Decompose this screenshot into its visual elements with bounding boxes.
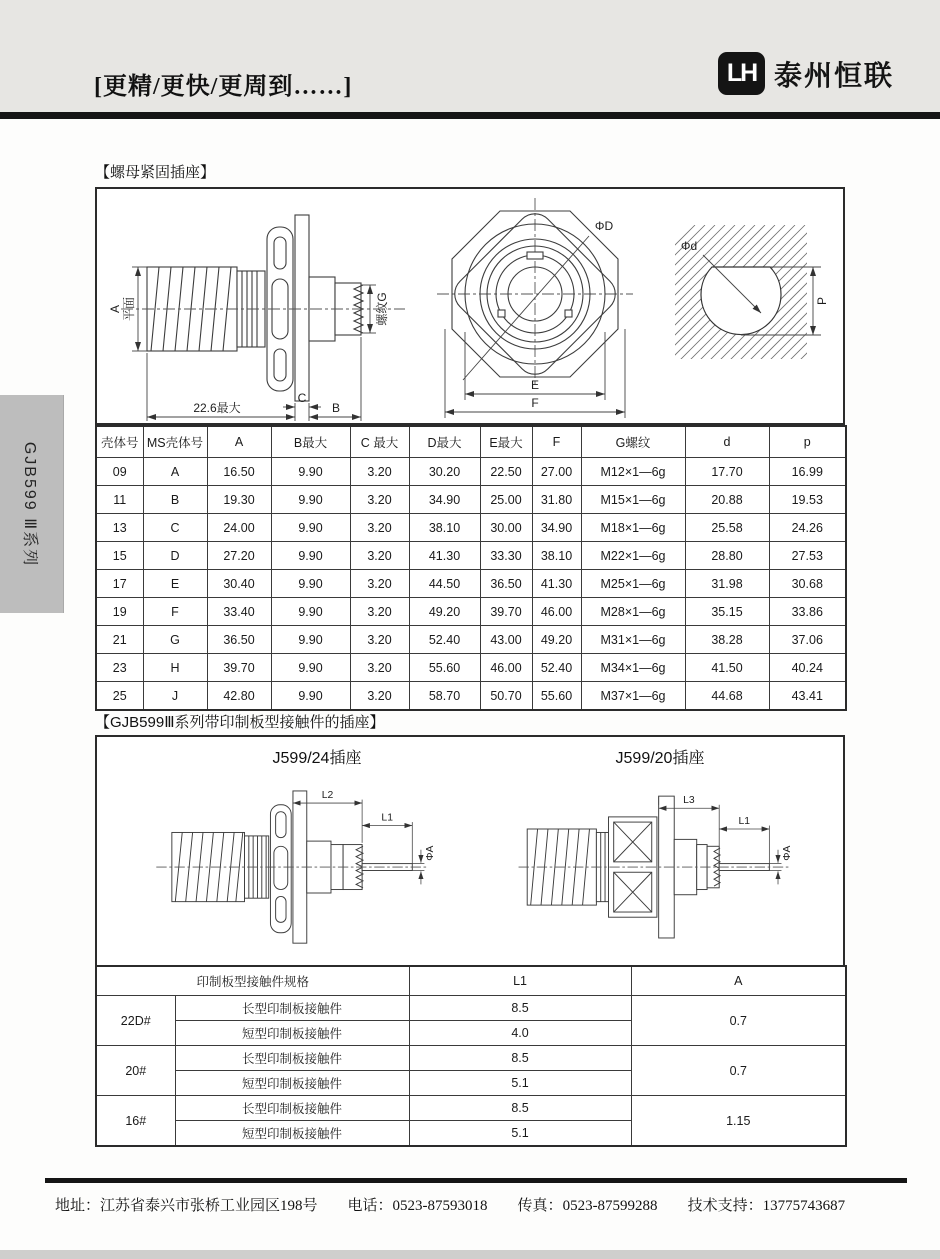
column-header: d bbox=[685, 426, 769, 458]
table-cell: 9.90 bbox=[271, 458, 350, 486]
table-row bbox=[96, 654, 846, 682]
table-cell: 31.80 bbox=[532, 486, 581, 514]
nut-fastened-socket-side-view bbox=[105, 191, 415, 423]
table-row bbox=[96, 996, 846, 1021]
table-cell: 20.88 bbox=[685, 486, 769, 514]
sidebar-tab-gjb599[interactable] bbox=[0, 395, 64, 613]
table-cell: 42.80 bbox=[207, 682, 271, 711]
column-header: A bbox=[207, 426, 271, 458]
table-cell: M12×1—6g bbox=[581, 458, 685, 486]
section1-title: 【螺母紧固插座】 bbox=[95, 164, 216, 181]
table-row bbox=[96, 542, 846, 570]
column-header: p bbox=[769, 426, 846, 458]
table-cell: M34×1—6g bbox=[581, 654, 685, 682]
header bbox=[0, 0, 940, 112]
company-logo-icon bbox=[718, 52, 765, 95]
table-cell: 11 bbox=[96, 486, 143, 514]
j599-20-socket-drawing bbox=[489, 765, 824, 957]
table-cell: 9.90 bbox=[271, 542, 350, 570]
dim-label-l2: L2 bbox=[321, 789, 334, 801]
table-cell: 33.30 bbox=[480, 542, 532, 570]
table-cell: 3.20 bbox=[350, 682, 409, 711]
table-row bbox=[96, 682, 846, 711]
table-cell: 27.00 bbox=[532, 458, 581, 486]
table-cell: M31×1—6g bbox=[581, 626, 685, 654]
table-cell: J bbox=[143, 682, 207, 711]
brand-name: 泰州恒联 bbox=[773, 59, 894, 91]
table-cell: 34.90 bbox=[409, 486, 480, 514]
table-cell: M37×1—6g bbox=[581, 682, 685, 711]
shell-table-body bbox=[96, 458, 846, 711]
table-cell: 39.70 bbox=[207, 654, 271, 682]
table-cell: 25.58 bbox=[685, 514, 769, 542]
table-cell: M22×1—6g bbox=[581, 542, 685, 570]
table-cell: 3.20 bbox=[350, 654, 409, 682]
table-cell: 16.50 bbox=[207, 458, 271, 486]
dim-label-l3: L3 bbox=[683, 795, 695, 807]
table-cell: H bbox=[143, 654, 207, 682]
table-row bbox=[96, 626, 846, 654]
table-cell: 37.06 bbox=[769, 626, 846, 654]
table-row bbox=[96, 1096, 846, 1121]
column-header: B最大 bbox=[271, 426, 350, 458]
a-cell: 0.7 bbox=[631, 1046, 846, 1096]
shell-dimensions-table bbox=[95, 425, 847, 711]
table-cell: 9.90 bbox=[271, 598, 350, 626]
table-cell: E bbox=[143, 570, 207, 598]
table-cell: 25.00 bbox=[480, 486, 532, 514]
table-cell: 50.70 bbox=[480, 682, 532, 711]
dim-label-phi-D: ΦD bbox=[594, 219, 614, 233]
a-cell: 0.7 bbox=[631, 996, 846, 1046]
table-cell: 41.50 bbox=[685, 654, 769, 682]
size-cell: 22D# bbox=[96, 996, 175, 1046]
column-header: E最大 bbox=[480, 426, 532, 458]
l1-cell: 5.1 bbox=[409, 1121, 631, 1147]
table-cell: A bbox=[143, 458, 207, 486]
table-cell: 27.20 bbox=[207, 542, 271, 570]
table-cell: 38.28 bbox=[685, 626, 769, 654]
type-cell: 短型印制板接触件 bbox=[175, 1071, 409, 1096]
column-header: F bbox=[532, 426, 581, 458]
table-cell: 13 bbox=[96, 514, 143, 542]
type-cell: 短型印制板接触件 bbox=[175, 1121, 409, 1147]
type-cell: 长型印制板接触件 bbox=[175, 1096, 409, 1121]
table-row bbox=[96, 598, 846, 626]
dim-label-b: B bbox=[331, 401, 341, 415]
column-header-l1: L1 bbox=[409, 966, 631, 996]
table-cell: 36.50 bbox=[207, 626, 271, 654]
table-cell: 43.00 bbox=[480, 626, 532, 654]
table-cell: 15 bbox=[96, 542, 143, 570]
column-header-spec: 印制板型接触件规格 bbox=[96, 966, 409, 996]
table-row bbox=[96, 1046, 846, 1071]
footer-fax: 传真：0523-87599288 bbox=[517, 1198, 658, 1214]
table-cell: 09 bbox=[96, 458, 143, 486]
section1-drawing-box bbox=[95, 187, 845, 425]
table-cell: 44.68 bbox=[685, 682, 769, 711]
drawing-title-j599-20: J599/20插座 bbox=[615, 750, 705, 767]
table-cell: 43.41 bbox=[769, 682, 846, 711]
dim-label-f: F bbox=[531, 396, 539, 410]
contact-spec-table bbox=[95, 965, 847, 1147]
slogan: [更精/更快/更周到……] bbox=[94, 74, 353, 100]
sidebar-tab-label: GJB599 Ⅲ系列 bbox=[21, 441, 39, 567]
table-cell: M25×1—6g bbox=[581, 570, 685, 598]
table-cell: F bbox=[143, 598, 207, 626]
table-cell: M18×1—6g bbox=[581, 514, 685, 542]
footer-divider bbox=[45, 1178, 907, 1183]
table-cell: 33.40 bbox=[207, 598, 271, 626]
table-cell: 24.26 bbox=[769, 514, 846, 542]
table-cell: 28.80 bbox=[685, 542, 769, 570]
table-cell: 27.53 bbox=[769, 542, 846, 570]
table-cell: 3.20 bbox=[350, 514, 409, 542]
table-cell: 9.90 bbox=[271, 514, 350, 542]
table-cell: 3.20 bbox=[350, 626, 409, 654]
table-cell: 36.50 bbox=[480, 570, 532, 598]
header-divider bbox=[0, 112, 940, 119]
dim-label-phi-a: ΦA bbox=[425, 845, 437, 861]
table-cell: 41.30 bbox=[532, 570, 581, 598]
table-cell: 33.86 bbox=[769, 598, 846, 626]
table-cell: 3.20 bbox=[350, 570, 409, 598]
table-cell: 49.20 bbox=[532, 626, 581, 654]
table-row bbox=[96, 570, 846, 598]
page-bottom-edge bbox=[0, 1250, 940, 1259]
type-cell: 长型印制板接触件 bbox=[175, 1046, 409, 1071]
table-cell: 46.00 bbox=[532, 598, 581, 626]
table-cell: 41.30 bbox=[409, 542, 480, 570]
type-cell: 短型印制板接触件 bbox=[175, 1021, 409, 1046]
nut-fastened-socket-front-view bbox=[427, 190, 657, 422]
contact-table-head-row bbox=[96, 966, 846, 996]
table-cell: 55.60 bbox=[532, 682, 581, 711]
table-cell: 52.40 bbox=[409, 626, 480, 654]
dim-label-p: P bbox=[815, 296, 829, 306]
table-cell: 49.20 bbox=[409, 598, 480, 626]
table-row bbox=[96, 486, 846, 514]
table-cell: 17 bbox=[96, 570, 143, 598]
table-cell: 55.60 bbox=[409, 654, 480, 682]
contact-table-body bbox=[96, 996, 846, 1147]
table-row bbox=[96, 458, 846, 486]
table-cell: 30.68 bbox=[769, 570, 846, 598]
j599-24-socket-drawing bbox=[125, 765, 460, 957]
table-cell: 3.20 bbox=[350, 486, 409, 514]
size-cell: 16# bbox=[96, 1096, 175, 1147]
section2-drawing-box bbox=[95, 735, 845, 965]
table-cell: 23 bbox=[96, 654, 143, 682]
dim-label-phi-a: ΦA bbox=[782, 845, 794, 861]
table-cell: 30.20 bbox=[409, 458, 480, 486]
table-cell: M28×1—6g bbox=[581, 598, 685, 626]
l1-cell: 4.0 bbox=[409, 1021, 631, 1046]
footer-support: 技术支持：13775743687 bbox=[687, 1198, 846, 1214]
dim-label-thread-g: 螺纹G bbox=[375, 292, 389, 326]
table-cell: 19 bbox=[96, 598, 143, 626]
table-cell: 9.90 bbox=[271, 682, 350, 711]
footer bbox=[55, 1194, 915, 1215]
column-header: G螺纹 bbox=[581, 426, 685, 458]
dim-label-a: A bbox=[108, 304, 122, 314]
shell-table-head bbox=[96, 426, 846, 458]
table-cell: 9.90 bbox=[271, 570, 350, 598]
column-header: D最大 bbox=[409, 426, 480, 458]
l1-cell: 8.5 bbox=[409, 996, 631, 1021]
dim-label-l1: L1 bbox=[381, 812, 393, 824]
l1-cell: 8.5 bbox=[409, 1046, 631, 1071]
a-cell: 1.15 bbox=[631, 1096, 846, 1147]
table-cell: 31.98 bbox=[685, 570, 769, 598]
table-cell: 30.00 bbox=[480, 514, 532, 542]
table-cell: 22.50 bbox=[480, 458, 532, 486]
dim-label-phi-d: Φd bbox=[680, 239, 698, 253]
footer-address: 地址：江苏省泰兴市张桥工业园区198号 bbox=[55, 1198, 318, 1214]
table-cell: B bbox=[143, 486, 207, 514]
table-cell: 3.20 bbox=[350, 598, 409, 626]
table-cell: 35.15 bbox=[685, 598, 769, 626]
table-cell: 34.90 bbox=[532, 514, 581, 542]
table-cell: M15×1—6g bbox=[581, 486, 685, 514]
table-cell: 3.20 bbox=[350, 458, 409, 486]
table-cell: 24.00 bbox=[207, 514, 271, 542]
l1-cell: 5.1 bbox=[409, 1071, 631, 1096]
table-cell: 38.10 bbox=[532, 542, 581, 570]
table-row bbox=[96, 514, 846, 542]
table-cell: 9.90 bbox=[271, 626, 350, 654]
l1-cell: 8.5 bbox=[409, 1096, 631, 1121]
column-header: C 最大 bbox=[350, 426, 409, 458]
shell-table-head-row bbox=[96, 426, 846, 458]
table-cell: D bbox=[143, 542, 207, 570]
table-cell: C bbox=[143, 514, 207, 542]
column-header-a: A bbox=[631, 966, 846, 996]
dim-label-flat: 平面 bbox=[122, 296, 136, 322]
column-header: MS壳体号 bbox=[143, 426, 207, 458]
table-cell: 9.90 bbox=[271, 654, 350, 682]
dim-label-226max: 22.6最大 bbox=[193, 401, 241, 415]
contact-table-head bbox=[96, 966, 846, 996]
size-cell: 20# bbox=[96, 1046, 175, 1096]
table-cell: 39.70 bbox=[480, 598, 532, 626]
drawing-title-j599-24: J599/24插座 bbox=[272, 750, 362, 767]
table-cell: 19.53 bbox=[769, 486, 846, 514]
table-cell: 44.50 bbox=[409, 570, 480, 598]
dim-label-c: C bbox=[297, 391, 307, 405]
dim-label-l1: L1 bbox=[738, 815, 751, 827]
table-cell: 16.99 bbox=[769, 458, 846, 486]
panel-cutout-view bbox=[645, 219, 835, 389]
column-header: 壳体号 bbox=[96, 426, 143, 458]
table-cell: 46.00 bbox=[480, 654, 532, 682]
table-cell: 9.90 bbox=[271, 486, 350, 514]
table-cell: G bbox=[143, 626, 207, 654]
table-cell: 40.24 bbox=[769, 654, 846, 682]
table-cell: 52.40 bbox=[532, 654, 581, 682]
table-cell: 17.70 bbox=[685, 458, 769, 486]
type-cell: 长型印制板接触件 bbox=[175, 996, 409, 1021]
table-cell: 58.70 bbox=[409, 682, 480, 711]
dim-label-e: E bbox=[530, 378, 540, 392]
logo-letters: LH bbox=[726, 59, 757, 87]
section2-title: 【GJB599Ⅲ系列带印制板型接触件的插座】 bbox=[95, 714, 385, 731]
table-cell: 21 bbox=[96, 626, 143, 654]
table-cell: 25 bbox=[96, 682, 143, 711]
table-cell: 3.20 bbox=[350, 542, 409, 570]
table-cell: 30.40 bbox=[207, 570, 271, 598]
table-cell: 38.10 bbox=[409, 514, 480, 542]
brand bbox=[718, 52, 894, 95]
table-cell: 19.30 bbox=[207, 486, 271, 514]
footer-phone: 电话：0523-87593018 bbox=[347, 1198, 488, 1214]
